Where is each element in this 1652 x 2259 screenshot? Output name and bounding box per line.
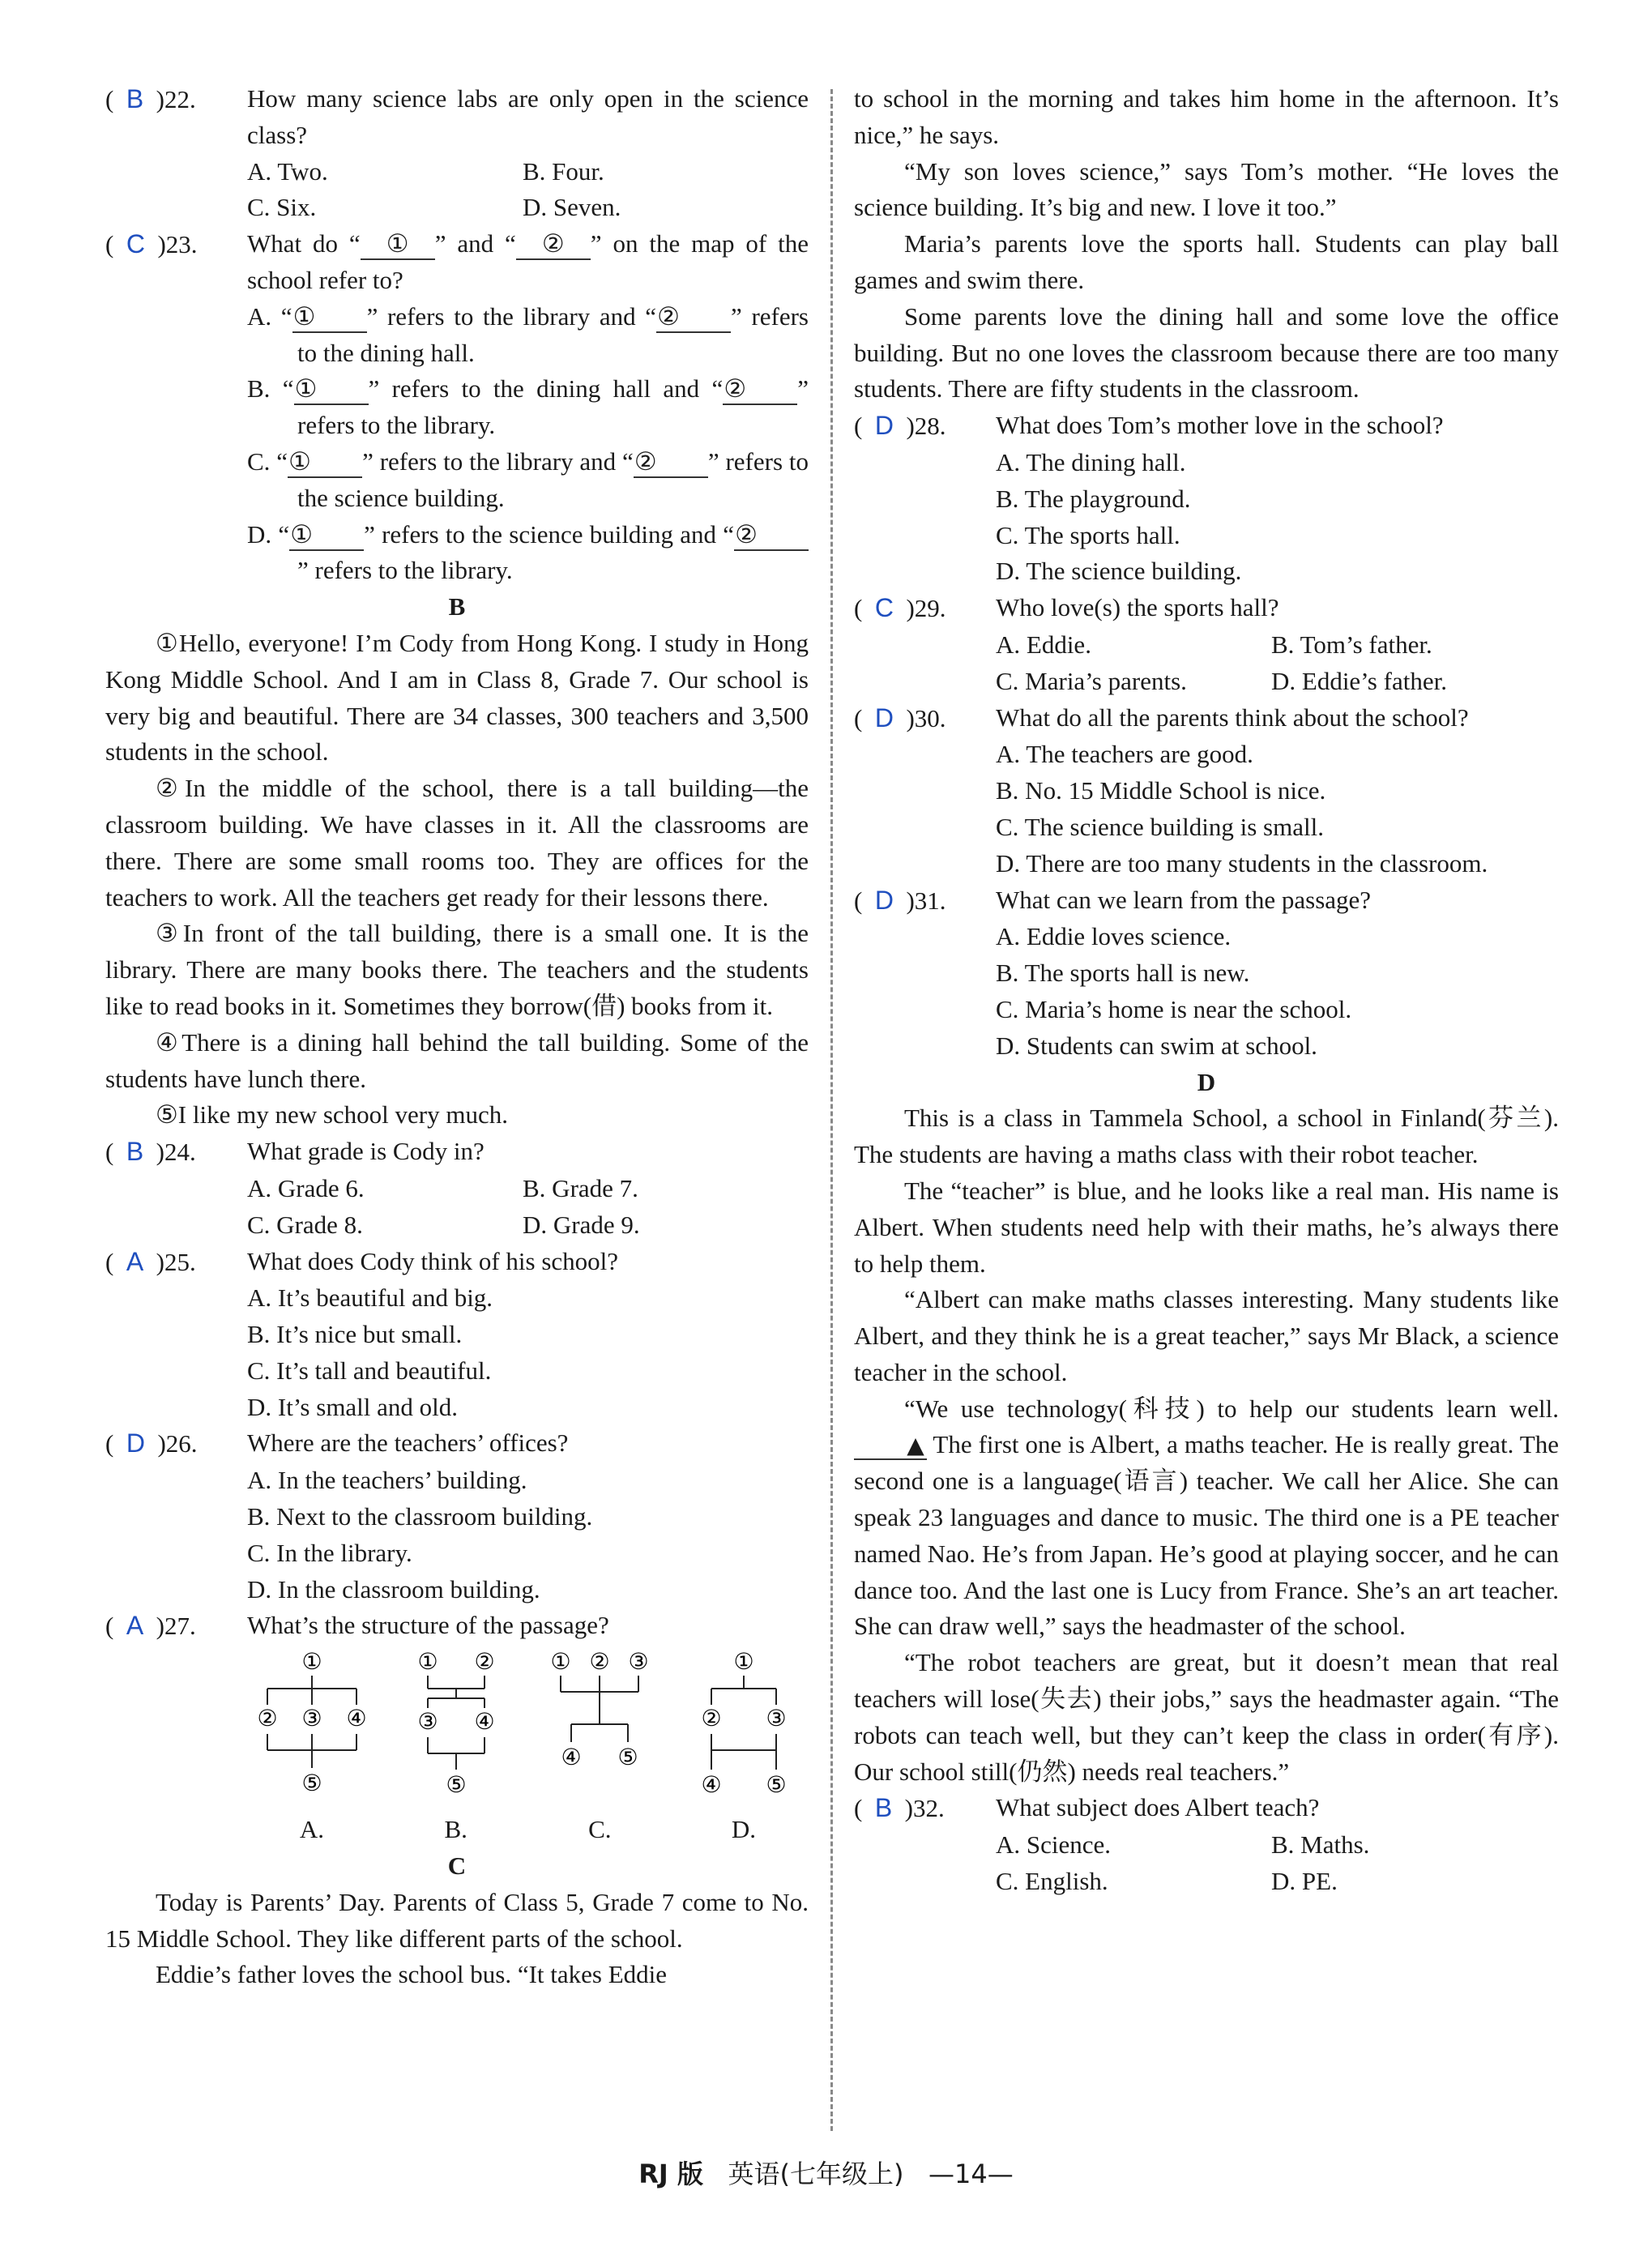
option[interactable]: C. The science building is small. xyxy=(996,812,1324,841)
question-30: ( D )30. What do all the parents think about the school? xyxy=(854,700,1559,737)
node: ④ xyxy=(474,1710,495,1736)
question-26: ( D )26. Where are the teachers’ offices? xyxy=(105,1425,809,1463)
paragraph: ③In front of the tall building, there is a small one. It is the library. There are many books there. The teachers and the students like to read books in it. Sometimes they borrow(借) books from it. xyxy=(105,919,809,1020)
question-28: ( D )28. What does Tom’s mother love in the school? xyxy=(854,408,1559,445)
diagram-caption: A. xyxy=(299,1815,325,1844)
paragraph: “We use technology(科技) to help our students learn well. ▲ The first one is Albert, a maths teacher. He is really great. The second one is a language(语言) teacher. We call her Alice. She can speak 23 languages and dance to music. The third one is a PE teacher named Nao. He’s from Japan. He’s good at playing soccer, and he can dance too. And the last one is Lucy from France. She’s an art teacher. She can draw well,” says the headmaster of the school. xyxy=(854,1394,1559,1641)
question-29: ( C )29. Who love(s) the sports hall? xyxy=(854,590,1559,627)
node: ② xyxy=(701,1706,722,1732)
option[interactable]: C. Maria’s parents. xyxy=(996,666,1187,695)
paragraph: ⑤I like my new school very much. xyxy=(156,1100,508,1130)
q24-options xyxy=(105,1171,809,1244)
q31-options xyxy=(854,919,1559,1064)
node: ② xyxy=(589,1650,610,1676)
option[interactable]: D. There are too many students in the classroom. xyxy=(996,848,1488,878)
option[interactable]: A. In the teachers’ building. xyxy=(247,1466,527,1495)
answer-bracket: ( D )30. xyxy=(854,702,946,732)
option[interactable]: C. “① ” refers to the library and “② ” refers to the science building. xyxy=(247,446,809,512)
diagram-caption: C. xyxy=(588,1815,612,1844)
option[interactable]: C. The sports hall. xyxy=(996,520,1180,549)
option[interactable]: C. Grade 8. xyxy=(247,1210,363,1239)
node: ③ xyxy=(628,1650,649,1676)
paragraph: ②In the middle of the school, there is a tall building—the classroom building. We have classes in it. All the classrooms are there. There are some small rooms too. They are offices for the teachers to work. All the teachers get ready for their lessons there. xyxy=(105,774,809,912)
section-heading-c: C xyxy=(447,1851,467,1881)
paragraph: This is a class in Tammela School, a school in Finland(芬兰). The students are having a maths class with their robot teacher. xyxy=(854,1104,1559,1169)
node: ⑤ xyxy=(301,1771,322,1797)
question-25: ( A )25. What does Cody think of his school? xyxy=(105,1244,809,1281)
node: ② xyxy=(474,1650,495,1676)
q25-options xyxy=(105,1280,809,1425)
answer-bracket: ( D )26. xyxy=(105,1428,198,1458)
node: ③ xyxy=(766,1706,787,1732)
subject-label: 英语(七年级上) xyxy=(728,2159,904,2189)
q28-options xyxy=(854,445,1559,590)
option[interactable]: A. Science. xyxy=(996,1830,1112,1860)
option[interactable]: B. Maths. xyxy=(1271,1830,1370,1860)
option[interactable]: D. It’s small and old. xyxy=(247,1392,459,1421)
node: ④ xyxy=(346,1706,367,1732)
question-32: ( B )32. What subject does Albert teach? xyxy=(854,1790,1559,1827)
node: ③ xyxy=(301,1706,322,1732)
structure-diagram-b[interactable] xyxy=(391,1650,521,1848)
option[interactable]: C. Maria’s home is near the school. xyxy=(996,994,1352,1023)
q23-options xyxy=(105,299,809,589)
answer-bracket: ( B )24. xyxy=(105,1137,196,1167)
node: ⑤ xyxy=(446,1773,467,1799)
node: ② xyxy=(257,1706,278,1732)
option[interactable]: D. Students can swim at school. xyxy=(996,1031,1317,1060)
node: ⑤ xyxy=(617,1745,638,1771)
option[interactable]: B. It’s nice but small. xyxy=(247,1320,463,1349)
option[interactable]: B. No. 15 Middle School is nice. xyxy=(996,776,1326,805)
question-22: ( B )22. How many science labs are only open in the science class? xyxy=(105,81,809,154)
paragraph: “My son loves science,” says Tom’s mother. “He loves the science building. It’s big and new. I love it too.” xyxy=(854,156,1559,222)
answer-bracket: ( D )28. xyxy=(854,411,946,441)
node: ① xyxy=(733,1650,754,1676)
option[interactable]: B. Tom’s father. xyxy=(1271,630,1432,659)
q22-options xyxy=(105,154,809,227)
paragraph: Maria’s parents love the sports hall. Students can play ball games and swim there. xyxy=(854,229,1559,294)
option[interactable]: D. Grade 9. xyxy=(523,1210,640,1239)
column-divider xyxy=(830,89,833,2131)
option[interactable]: C. It’s tall and beautiful. xyxy=(247,1356,492,1385)
option[interactable]: A. “① ” refers to the library and “② ” refers to the dining hall. xyxy=(247,301,809,367)
node: ⑤ xyxy=(766,1773,787,1799)
node: ① xyxy=(417,1650,438,1676)
option[interactable]: A. Eddie loves science. xyxy=(996,922,1232,951)
option[interactable]: C. English. xyxy=(996,1867,1108,1896)
structure-diagram-c[interactable] xyxy=(535,1650,664,1848)
option[interactable]: A. It’s beautiful and big. xyxy=(247,1283,493,1313)
option[interactable]: C. Six. xyxy=(247,193,317,222)
structure-diagram-d[interactable] xyxy=(679,1650,809,1848)
option[interactable]: B. Four. xyxy=(523,156,604,186)
option[interactable]: D. Eddie’s father. xyxy=(1271,666,1447,695)
paragraph: “Albert can make maths classes interesting. Many students like Albert, and they think he is a great teacher,” says Mr Black, a science teacher in the school. xyxy=(854,1285,1559,1386)
paragraph: Some parents love the dining hall and some love the office building. But no one loves the classroom because there are too many students. There are fifty students in the classroom. xyxy=(854,301,1559,404)
option[interactable]: A. Two. xyxy=(247,156,328,186)
paragraph: “The robot teachers are great, but it doesn’t mean that real teachers will lose(失去) their jobs,” says the headmaster again. “The robots can teach well, but they can’t keep the class in order(有序). Our school still(仍然) needs real teachers.” xyxy=(854,1648,1559,1786)
option[interactable]: A. The teachers are good. xyxy=(996,740,1253,769)
blank-triangle-icon[interactable]: ▲ xyxy=(854,1433,927,1460)
diagram-caption: D. xyxy=(731,1815,757,1844)
option[interactable]: B. Grade 7. xyxy=(523,1173,638,1202)
paragraph: ④There is a dining hall behind the tall building. Some of the students have lunch there. xyxy=(105,1027,809,1093)
node: ④ xyxy=(561,1745,582,1771)
option[interactable]: B. “① ” refers to the dining hall and “② ” refers to the library. xyxy=(247,374,809,440)
option[interactable]: A. The dining hall. xyxy=(996,447,1186,476)
paragraph: ①Hello, everyone! I’m Cody from Hong Kong. I study in Hong Kong Middle School. And I am in Class 8, Grade 7. Our school is very big and beautiful. There are 34 classes, 300 teachers and 3,500 students in the school. xyxy=(105,628,809,767)
paragraph: The “teacher” is blue, and he looks like a real man. His name is Albert. When students need help with their maths, he’s always there to help them. xyxy=(854,1176,1559,1278)
paragraph: Today is Parents’ Day. Parents of Class 5, Grade 7 come to No. 15 Middle School. They like different parts of the school. xyxy=(105,1887,809,1953)
paragraph: to school in the morning and takes him home in the afternoon. It’s nice,” he says. xyxy=(854,84,1559,149)
option[interactable]: D. The science building. xyxy=(996,557,1242,586)
node: ④ xyxy=(701,1773,722,1799)
answer-bracket: ( A )25. xyxy=(105,1246,196,1276)
option[interactable]: B. The sports hall is new. xyxy=(996,959,1250,988)
option[interactable]: C. In the library. xyxy=(247,1538,412,1567)
node: ③ xyxy=(417,1710,438,1736)
answer-bracket: ( A )27. xyxy=(105,1611,196,1641)
q32-options xyxy=(854,1827,1559,1900)
answer-bracket: ( C )23. xyxy=(105,229,198,259)
question-24: ( B )24. What grade is Cody in? xyxy=(105,1134,809,1171)
q29-options xyxy=(854,627,1559,700)
option[interactable]: A. Eddie. xyxy=(996,630,1091,659)
page-number: —14— xyxy=(928,2159,1014,2189)
question-27: ( A )27. What’s the structure of the passage? xyxy=(105,1608,809,1645)
answer-bracket: ( C )29. xyxy=(854,593,946,623)
structure-diagrams xyxy=(105,1650,809,1848)
option[interactable]: A. Grade 6. xyxy=(247,1173,365,1202)
answer-bracket: ( D )31. xyxy=(854,885,946,915)
right-column xyxy=(854,81,1559,1900)
node: ① xyxy=(550,1650,571,1676)
option[interactable]: D. In the classroom building. xyxy=(247,1574,540,1604)
question-23: ( C )23. What do “ ① ” and “ ② ” on the map of the school refer to? xyxy=(105,226,809,299)
structure-diagram-a[interactable] xyxy=(247,1650,377,1848)
answer-bracket: ( B )22. xyxy=(105,84,196,113)
diagram-caption: B. xyxy=(444,1815,467,1844)
q30-options xyxy=(854,737,1559,882)
option[interactable]: D. “① ” refers to the science building and “②” refers to the library. xyxy=(247,517,809,590)
left-column xyxy=(105,81,809,1993)
paragraph: Eddie’s father loves the school bus. “It takes Eddie xyxy=(156,1960,668,1989)
question-31: ( D )31. What can we learn from the passage? xyxy=(854,882,1559,920)
q26-options xyxy=(105,1463,809,1608)
option[interactable]: B. Next to the classroom building. xyxy=(247,1502,593,1531)
node: ① xyxy=(301,1650,322,1676)
answer-bracket: ( B )32. xyxy=(854,1793,945,1823)
option[interactable]: D. Seven. xyxy=(523,193,621,222)
page-footer xyxy=(0,2154,1652,2191)
edition-label: RJ 版 xyxy=(638,2159,703,2189)
section-heading-b: B xyxy=(448,592,466,621)
option[interactable]: B. The playground. xyxy=(996,484,1191,513)
section-heading-d: D xyxy=(1197,1067,1216,1096)
option[interactable]: D. PE. xyxy=(1271,1867,1338,1896)
